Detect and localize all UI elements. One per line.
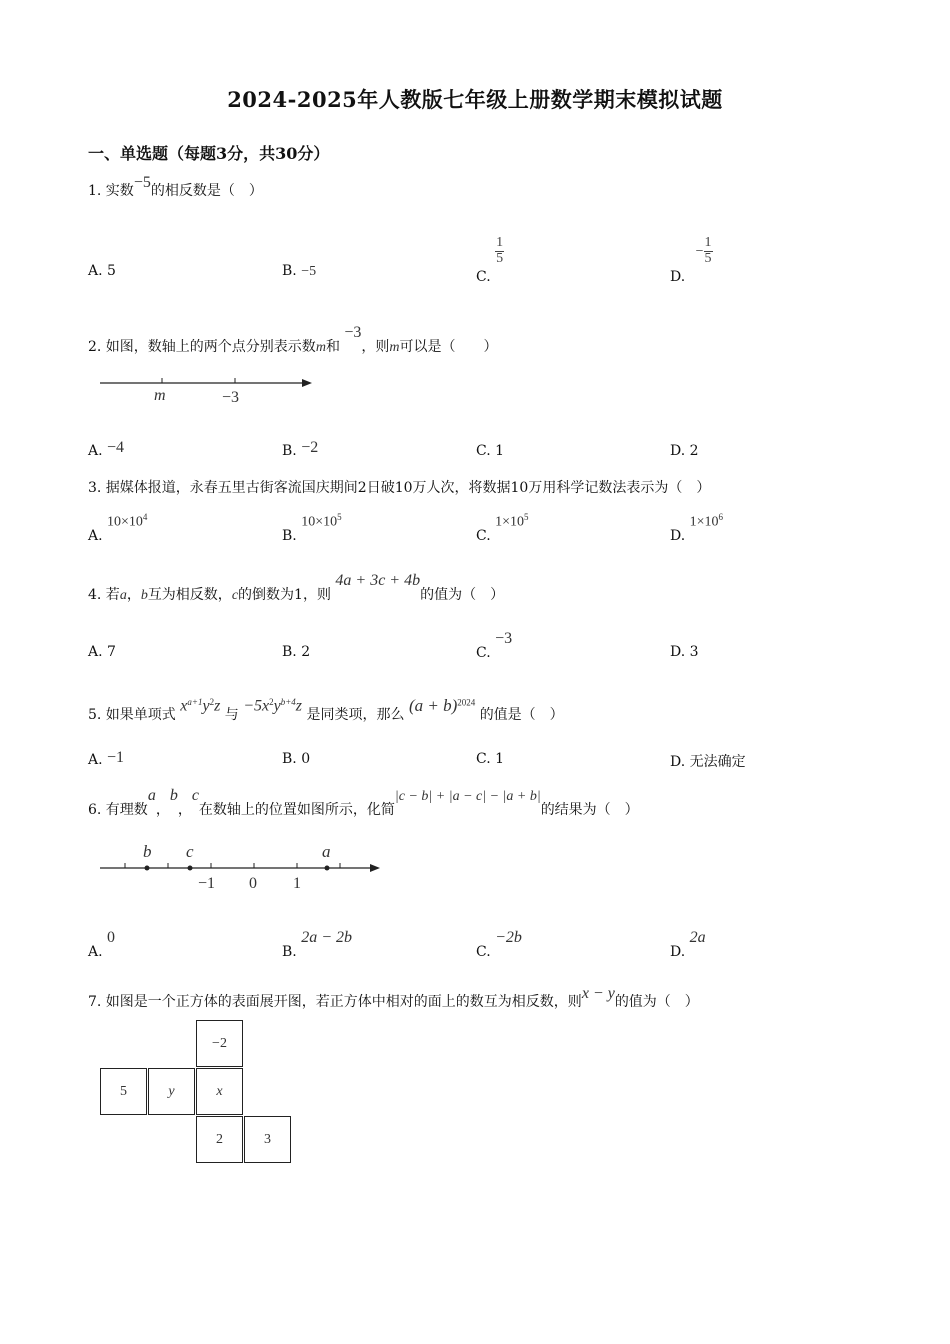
q2-suffix1: ，则 bbox=[361, 339, 390, 355]
q6-option-c-math: −2b bbox=[495, 929, 522, 946]
q3-option-b-base: 10×10 bbox=[301, 514, 338, 530]
q3-option-a-base: 10×10 bbox=[107, 514, 143, 530]
q2-option-b[interactable] bbox=[282, 439, 319, 460]
q1-suffix: 的相反数是（ ） bbox=[150, 183, 263, 199]
q4-option-c[interactable] bbox=[476, 630, 513, 661]
q3-option-c[interactable] bbox=[476, 512, 529, 544]
q5-m1-y: y bbox=[202, 698, 210, 715]
question-6 bbox=[88, 787, 639, 819]
q5-option-d[interactable]: D. 无法确定 bbox=[670, 754, 746, 770]
q5-m3: (a + b) bbox=[408, 696, 458, 715]
q6-option-c[interactable] bbox=[476, 929, 522, 960]
q2-number-line bbox=[96, 370, 326, 410]
q6-option-d-math: 2a bbox=[689, 929, 706, 946]
q3-option-c-label: C. bbox=[476, 527, 491, 544]
q6-option-b-math: 2a − 2b bbox=[301, 929, 352, 946]
q2-option-c[interactable]: C. 1 bbox=[476, 443, 505, 459]
section-heading: 一、单选题（每题3分，共30分） bbox=[88, 144, 330, 163]
net-cell-y: y bbox=[148, 1068, 195, 1115]
q6-option-c-label: C. bbox=[476, 944, 491, 960]
q2-label-n3: −3 bbox=[222, 389, 240, 406]
page-title: 2024-2025年人教版七年级上册数学期末模拟试题 bbox=[227, 87, 723, 112]
q2-axis-arrow bbox=[302, 379, 312, 387]
net-cell-left: 5 bbox=[100, 1068, 147, 1115]
q1-option-b[interactable] bbox=[282, 263, 316, 280]
q1-option-d-denominator: 5 bbox=[704, 250, 712, 266]
q4-p4: 的倒数为1，则 bbox=[238, 587, 331, 603]
q6-var-a: a bbox=[147, 787, 156, 804]
q4-option-a[interactable]: A. 7 bbox=[88, 644, 116, 660]
question-2 bbox=[88, 324, 498, 356]
q2-prefix: 2. 如图，数轴上的两个点分别表示数 bbox=[88, 339, 316, 355]
q2-label-m: m bbox=[154, 387, 166, 404]
q3-option-b[interactable] bbox=[282, 512, 342, 544]
q1-prefix: 1. 实数 bbox=[88, 183, 134, 199]
q1-option-b-label: B. bbox=[282, 263, 297, 279]
q6-tick-label-0: 0 bbox=[249, 875, 257, 892]
q5-suffix: 的值是（ ） bbox=[479, 707, 564, 723]
q5-prefix: 5. 如果单项式 bbox=[88, 707, 176, 723]
q3-option-a-label: A. bbox=[88, 527, 103, 544]
q6-tick-label-1: 1 bbox=[293, 875, 301, 892]
q1-option-c-denominator: 5 bbox=[496, 250, 504, 266]
question-3: 3. 据媒体报道，永春五里古街客流国庆期间2日破10万人次，将数据10万用科学记数法表示为（ ） bbox=[88, 480, 711, 496]
q2-mid: 和 bbox=[325, 339, 340, 355]
q6-axis-arrow bbox=[370, 864, 380, 872]
q1-option-d-sign: − bbox=[695, 244, 704, 260]
q6-sep-1: ， bbox=[155, 802, 170, 818]
q1-option-c-fraction bbox=[495, 236, 504, 266]
q5-m1-yexp: 2 bbox=[209, 697, 215, 708]
q3-option-d[interactable] bbox=[670, 512, 724, 544]
q5-mid2: 是同类项，那么 bbox=[306, 707, 405, 723]
q3-option-d-exp: 6 bbox=[718, 512, 724, 522]
question-5 bbox=[88, 696, 564, 724]
q2-option-b-label: B. bbox=[282, 443, 297, 459]
q6-number-line bbox=[96, 840, 396, 894]
cube-net bbox=[100, 1020, 294, 1165]
q6-point-a bbox=[325, 866, 330, 871]
q4-var-c: c bbox=[231, 588, 239, 603]
question-1 bbox=[88, 174, 263, 200]
q2-var-m2: m bbox=[389, 340, 400, 355]
q4-p1: 4. 若 bbox=[88, 587, 120, 603]
q4-suffix: 的值为（ ） bbox=[420, 587, 505, 603]
q1-option-c-numerator: 1 bbox=[496, 235, 504, 250]
q1-option-d-fraction bbox=[704, 236, 713, 266]
q2-math: −3 bbox=[344, 324, 362, 341]
q5-m1-x: x bbox=[180, 698, 188, 715]
net-cell-top: −2 bbox=[196, 1020, 243, 1067]
q6-option-a[interactable] bbox=[88, 929, 116, 960]
q5-option-b[interactable]: B. 0 bbox=[282, 751, 311, 767]
q2-var-m: m bbox=[315, 340, 326, 355]
q2-suffix2: 可以是（ ） bbox=[399, 339, 498, 355]
q5-m2-xexp: 2 bbox=[269, 697, 274, 708]
q6-expression: |c − b| + |a − c| − |a + b| bbox=[394, 789, 541, 804]
q5-mid: 与 bbox=[224, 707, 239, 723]
q3-option-d-base: 1×10 bbox=[689, 514, 719, 530]
q1-option-a[interactable]: A. 5 bbox=[88, 263, 116, 279]
q5-m2-y: y bbox=[273, 698, 281, 715]
net-cell-x: x bbox=[196, 1068, 243, 1115]
q4-option-b[interactable]: B. 2 bbox=[282, 644, 311, 660]
q6-tick-label-n1: −1 bbox=[198, 875, 216, 892]
q5-option-a-math: −1 bbox=[107, 749, 125, 766]
question-4 bbox=[88, 572, 505, 604]
q3-option-c-exp: 5 bbox=[524, 512, 529, 522]
q5-m1-xexp: a+1 bbox=[187, 697, 203, 708]
q1-option-c-label: C. bbox=[476, 269, 491, 286]
q5-option-a[interactable] bbox=[88, 751, 124, 769]
q3-option-a[interactable] bbox=[88, 512, 148, 544]
q4-option-d[interactable]: D. 3 bbox=[670, 644, 699, 660]
q6-label-a: a bbox=[322, 842, 331, 861]
q2-option-d[interactable]: D. 2 bbox=[670, 443, 699, 459]
q3-option-c-base: 1×10 bbox=[495, 514, 525, 530]
q2-option-a-label: A. bbox=[88, 443, 103, 459]
q6-suffix: 的结果为（ ） bbox=[540, 802, 639, 818]
q3-option-d-label: D. bbox=[670, 527, 686, 544]
q6-option-d-label: D. bbox=[670, 944, 686, 960]
q7-prefix: 7. 如图是一个正方体的表面展开图，若正方体中相对的面上的数互为相反数，则 bbox=[88, 994, 582, 1010]
q4-p3: 互为相反数， bbox=[147, 587, 232, 603]
q4-option-c-math: −3 bbox=[495, 630, 513, 647]
q6-sep-2: ， bbox=[177, 802, 192, 818]
q3-option-b-label: B. bbox=[282, 527, 297, 544]
q1-option-d-label: D. bbox=[670, 269, 686, 286]
q6-point-b bbox=[145, 866, 150, 871]
q4-var-a: a bbox=[119, 588, 127, 603]
q2-option-a-math: −4 bbox=[107, 439, 125, 456]
q6-var-c: c bbox=[191, 787, 199, 804]
q5-option-c[interactable]: C. 1 bbox=[476, 751, 505, 767]
q1-math: −5 bbox=[133, 174, 151, 191]
q2-option-b-math: −2 bbox=[301, 439, 319, 456]
q1-option-d-numerator: 1 bbox=[704, 235, 712, 250]
q4-p2: ， bbox=[126, 587, 141, 603]
net-cell-bottom: 2 bbox=[196, 1116, 243, 1163]
q6-option-b-label: B. bbox=[282, 944, 297, 960]
q1-option-d[interactable] bbox=[670, 235, 713, 286]
q3-option-a-exp: 4 bbox=[142, 512, 148, 522]
q4-option-c-label: C. bbox=[476, 645, 491, 661]
q1-option-b-math: −5 bbox=[301, 264, 317, 279]
q6-prefix: 6. 有理数 bbox=[88, 802, 148, 818]
q6-option-a-math: 0 bbox=[107, 929, 116, 946]
q3-option-b-exp: 5 bbox=[337, 512, 342, 522]
q5-m1-z: z bbox=[214, 698, 221, 715]
q6-point-c bbox=[188, 866, 193, 871]
q1-option-c[interactable] bbox=[476, 235, 504, 286]
q6-label-b: b bbox=[143, 842, 152, 861]
q5-m3-exp: 2024 bbox=[457, 697, 476, 708]
q5-monomial-1 bbox=[180, 697, 220, 716]
q6-option-a-label: A. bbox=[88, 944, 103, 960]
q6-mid: 在数轴上的位置如图所示，化简 bbox=[198, 802, 395, 818]
q5-option-a-label: A. bbox=[88, 752, 103, 768]
q6-var-b: b bbox=[169, 787, 178, 804]
q6-option-b[interactable] bbox=[282, 929, 352, 960]
q5-power bbox=[409, 696, 475, 716]
q6-label-c: c bbox=[186, 842, 194, 861]
net-cell-bottom-right: 3 bbox=[244, 1116, 291, 1163]
q4-math: 4a + 3c + 4b bbox=[335, 572, 421, 589]
q5-monomial-2 bbox=[243, 697, 302, 716]
question-7 bbox=[88, 985, 699, 1011]
q5-m2-z: z bbox=[295, 698, 303, 715]
q6-option-d[interactable] bbox=[670, 929, 706, 960]
q7-suffix: 的值为（ ） bbox=[614, 994, 699, 1010]
q7-math: x − y bbox=[581, 985, 615, 1002]
q5-m2-coef: −5x bbox=[243, 698, 270, 715]
q2-option-a[interactable] bbox=[88, 439, 125, 460]
q4-var-b: b bbox=[140, 588, 148, 603]
q5-m2-yexp: b+4 bbox=[280, 697, 296, 708]
